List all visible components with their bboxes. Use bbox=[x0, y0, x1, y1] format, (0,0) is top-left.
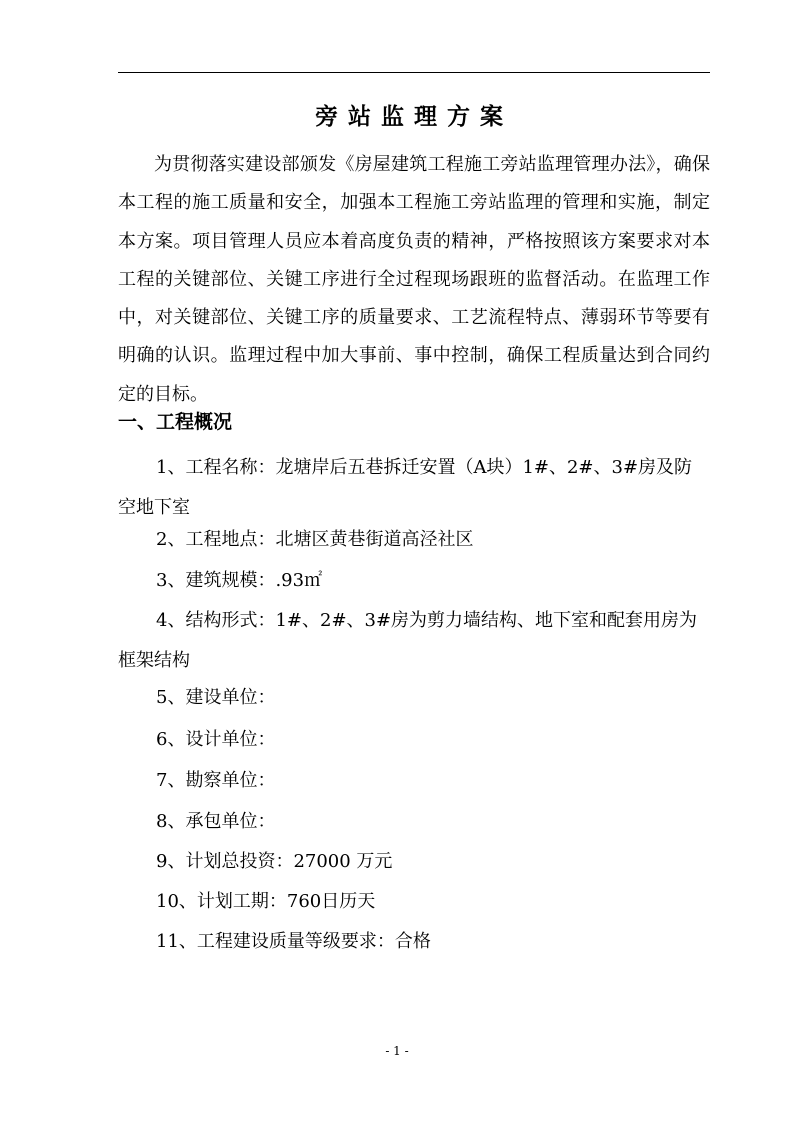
item-project-location: 2、工程地点：北塘区黄巷街道高泾社区 bbox=[156, 529, 474, 550]
item-construction-period: 10、计划工期：760日历天 bbox=[156, 891, 376, 912]
item-structure-type: 4、结构形式：1#、2#、3#房为剪力墙结构、地下室和配套用房为框架结构 bbox=[118, 610, 698, 671]
intro-paragraph: 为贯彻落实建设部颁发《房屋建筑工程施工旁站监理管理办法》，确保本工程的施工质量和安全，加强本工程施工旁站监理的管理和实施，制定本方案。项目管理人员应本着高度负责的精神，严格按照该方案要求对本工程的关键部位、关键工序进行全过程现场跟班的监督活动。在监理工作中，对关键部位、关键工序的质量要求、工艺流程特点、薄弱环节等要有明确的认识。监理过程中加大事前、事中控制，确保工程质量达到合同约定的目标。 bbox=[118, 154, 710, 405]
item-total-investment: 9、计划总投资：27000 万元 bbox=[156, 851, 393, 872]
item-survey-unit: 7、勘察单位： bbox=[156, 770, 276, 791]
header-rule bbox=[118, 72, 710, 73]
item-construction-unit: 5、建设单位： bbox=[156, 687, 276, 708]
page-number: - 1 - bbox=[385, 1044, 409, 1058]
item-project-name: 1、工程名称：龙塘岸后五巷拆迁安置（A块）1#、2#、3#房及防空地下室 bbox=[118, 457, 693, 518]
item-contractor-unit: 8、承包单位： bbox=[156, 811, 276, 832]
item-quality-requirement: 11、工程建设质量等级要求：合格 bbox=[156, 931, 431, 952]
section-heading: 一、工程概况 bbox=[118, 411, 233, 433]
item-building-scale: 3、建筑规模：.93㎡ bbox=[156, 570, 323, 591]
document-title: 旁站监理方案 bbox=[315, 103, 513, 130]
item-design-unit: 6、设计单位： bbox=[156, 729, 276, 750]
